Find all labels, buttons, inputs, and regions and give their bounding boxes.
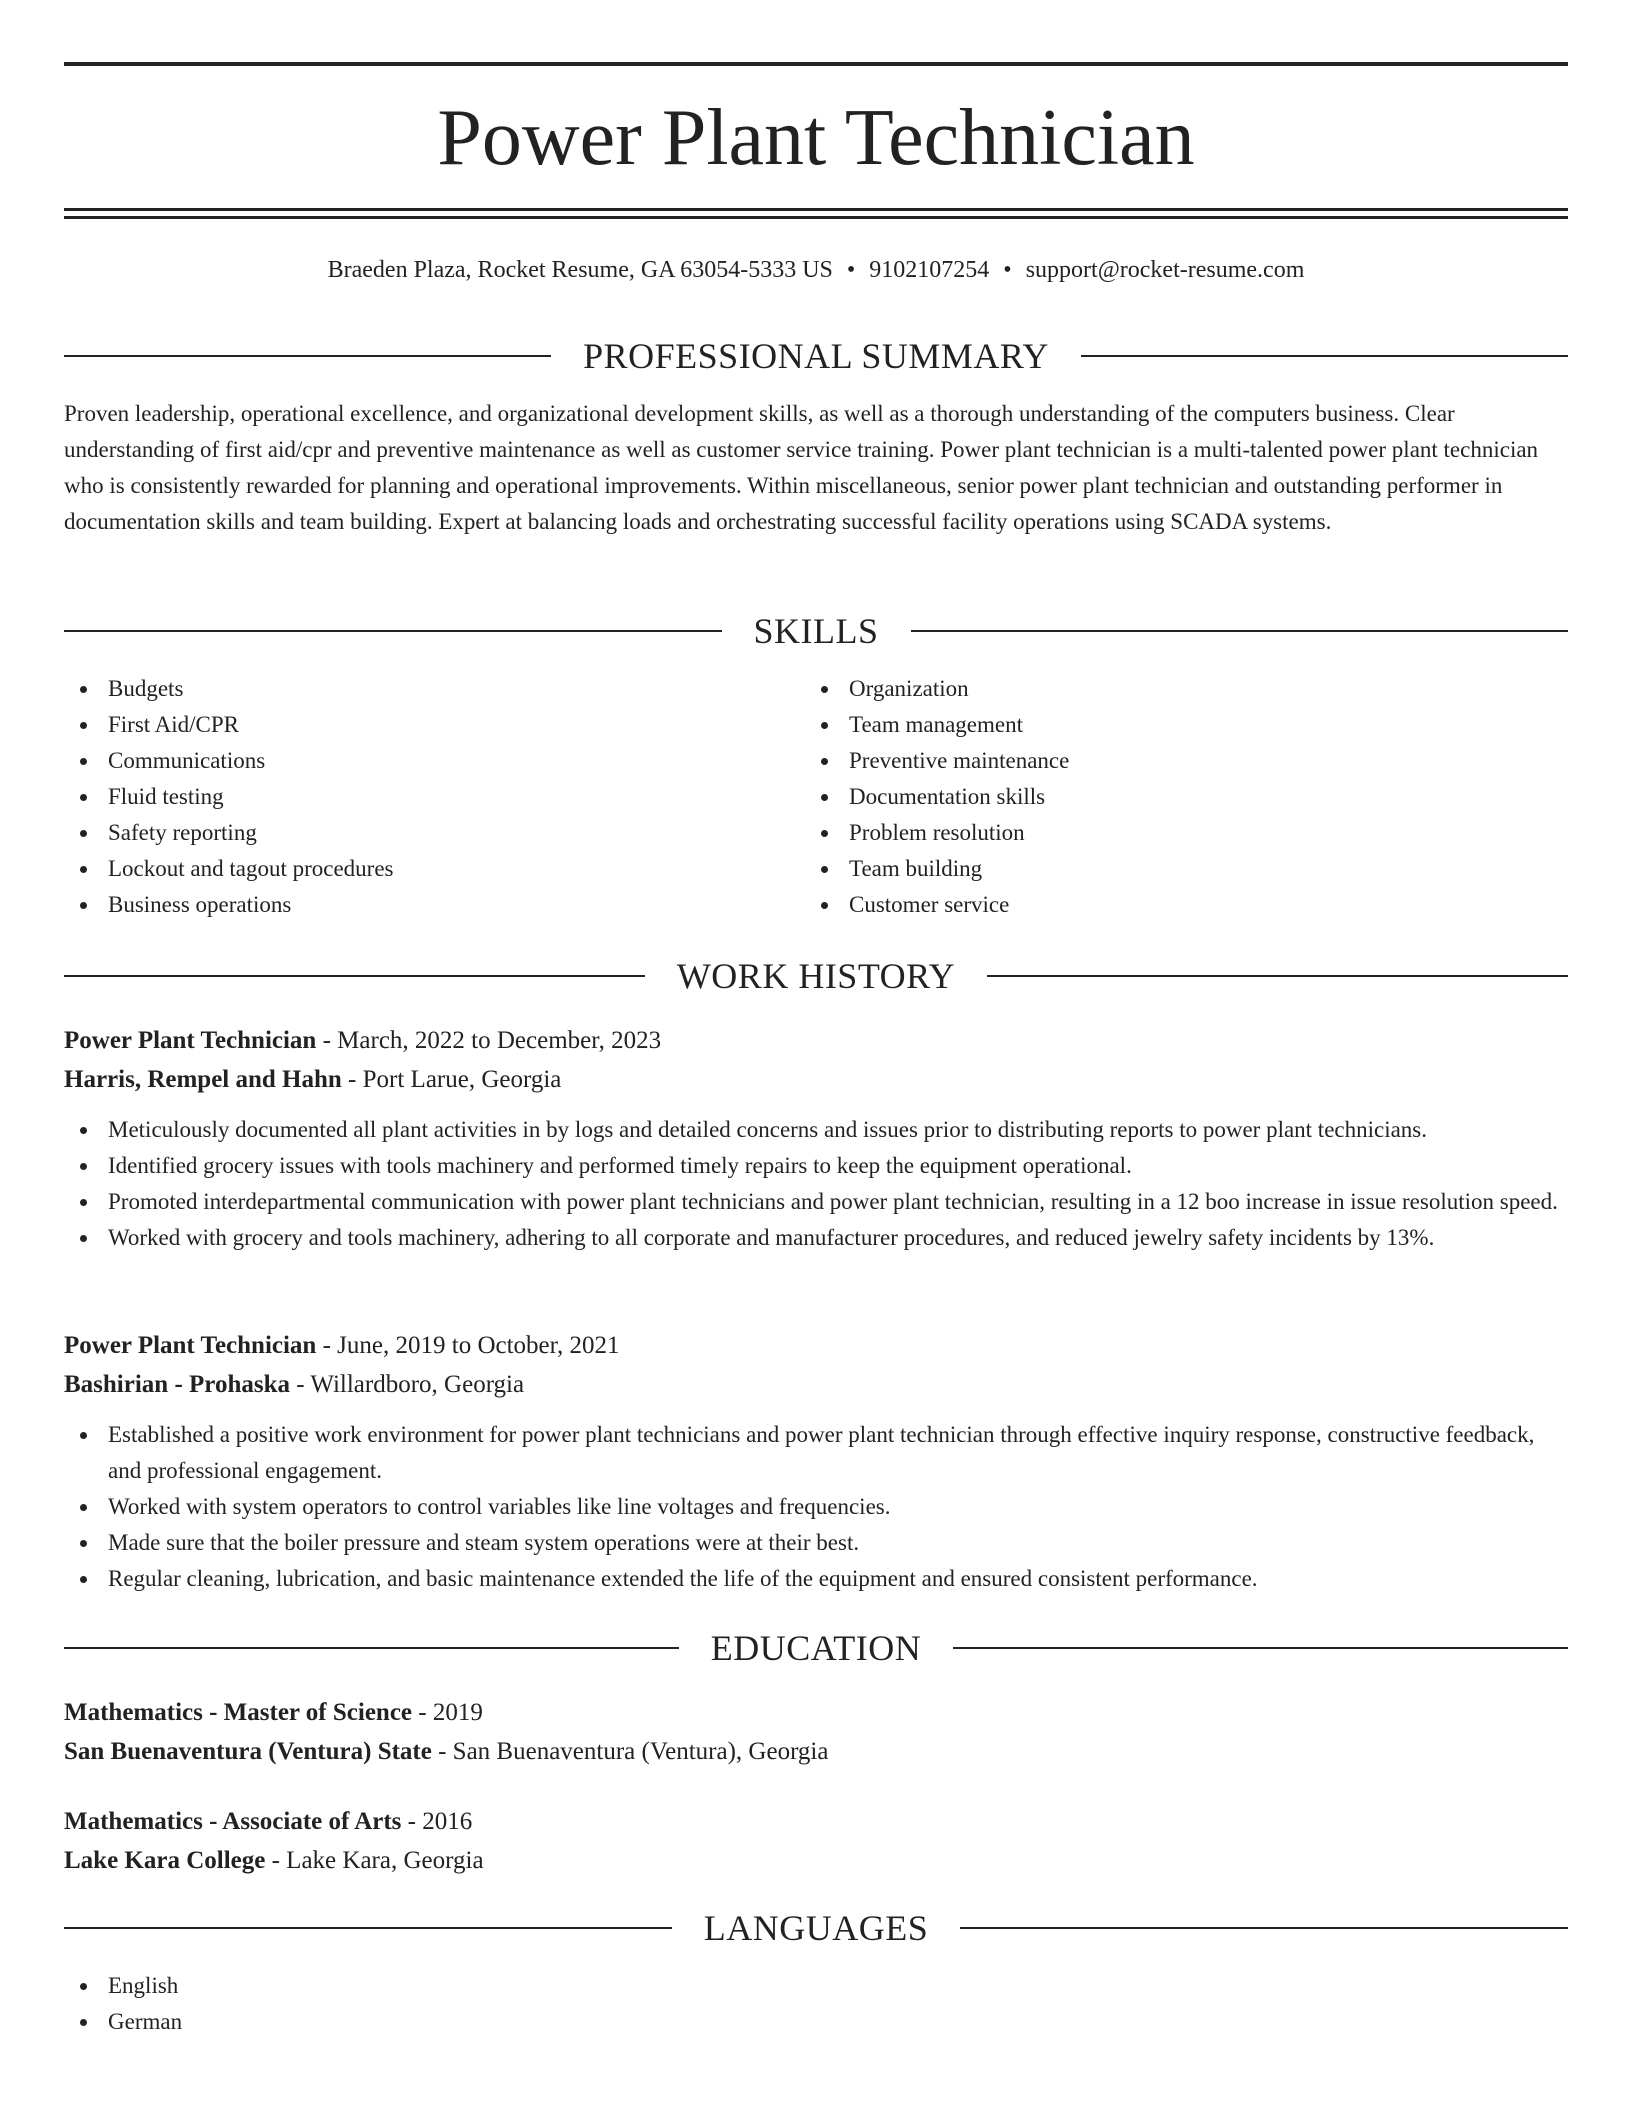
section-rule-right bbox=[960, 1927, 1568, 1929]
job-company: Bashirian - Prohaska bbox=[64, 1371, 290, 1398]
education-entry bbox=[64, 1802, 1568, 1880]
job-location: - Willardboro, Georgia bbox=[289, 1371, 525, 1398]
contact-separator: • bbox=[846, 257, 856, 283]
job-bullets bbox=[64, 1417, 1568, 1597]
job-entry bbox=[64, 1326, 1568, 1597]
summary-text: Proven leadership, operational excellence, and organizational development skills, as well as a thorough understanding of the computers business. Clear understanding of first aid/cpr and preventive maintenance as well as customer service training. Power plant technician is a multi-talented power plant technician who is consistently rewarded for planning and operational improvements. Within miscellaneous, senior power plant technician and outstanding performer in documentation skills and team building. Expert at balancing loads and orchestrating successful facility operations using SCADA systems. bbox=[64, 401, 1539, 534]
job-bullet: Worked with system operators to control variables like line voltages and frequencies. bbox=[64, 1489, 1568, 1525]
section-header-skills bbox=[64, 609, 1568, 653]
section-title-education: EDUCATION bbox=[710, 1628, 922, 1668]
section-rule-right bbox=[911, 630, 1569, 632]
edu-school-line bbox=[64, 1841, 1568, 1880]
job-bullet: Meticulously documented all plant activities in by logs and detailed concerns and issues prior to distributing reports to power plant technicians. bbox=[64, 1112, 1568, 1148]
contact-email: support@rocket-resume.com bbox=[1025, 257, 1305, 283]
section-rule-right bbox=[987, 975, 1568, 977]
section-rule-left bbox=[64, 1927, 672, 1929]
skills-column-left bbox=[64, 671, 804, 923]
skill-item: Lockout and tagout procedures bbox=[64, 851, 804, 887]
edu-degree-line bbox=[64, 1802, 1568, 1841]
skill-item: Preventive maintenance bbox=[805, 743, 1545, 779]
double-rule-bottom bbox=[64, 216, 1568, 219]
section-title-skills: SKILLS bbox=[753, 611, 879, 651]
skills-column-right bbox=[805, 671, 1545, 923]
job-bullet: Identified grocery issues with tools machinery and performed timely repairs to keep the equipment operational. bbox=[64, 1148, 1568, 1184]
section-header-education bbox=[64, 1626, 1568, 1670]
job-company-line bbox=[64, 1365, 1568, 1404]
skill-item: Organization bbox=[805, 671, 1545, 707]
edu-degree: Mathematics - Master of Science bbox=[64, 1699, 413, 1726]
skill-item: Budgets bbox=[64, 671, 804, 707]
edu-school: Lake Kara College bbox=[64, 1847, 266, 1874]
skill-item: First Aid/CPR bbox=[64, 707, 804, 743]
job-bullet: Established a positive work environment for power plant technicians and power plant technician through effective inquiry response, constructive feedback, and professional engagement. bbox=[64, 1417, 1568, 1489]
education-entry bbox=[64, 1693, 1568, 1771]
job-location: - Port Larue, Georgia bbox=[341, 1066, 562, 1093]
skill-item: Fluid testing bbox=[64, 779, 804, 815]
job-title-line bbox=[64, 1326, 1568, 1365]
double-rule-top bbox=[64, 208, 1568, 211]
skill-item: Team management bbox=[805, 707, 1545, 743]
job-title: Power Plant Technician bbox=[64, 1027, 317, 1054]
section-rule-left bbox=[64, 355, 551, 357]
section-title-summary: PROFESSIONAL SUMMARY bbox=[583, 336, 1049, 376]
skill-item: Documentation skills bbox=[805, 779, 1545, 815]
section-rule-left bbox=[64, 975, 645, 977]
section-header-languages bbox=[64, 1906, 1568, 1950]
job-title: Power Plant Technician bbox=[64, 1332, 317, 1359]
skill-item: Team building bbox=[805, 851, 1545, 887]
skill-item: Safety reporting bbox=[64, 815, 804, 851]
job-bullet: Promoted interdepartmental communication with power plant technicians and power plant technician, resulting in a 12 boo increase in issue resolution speed. bbox=[64, 1184, 1568, 1220]
edu-school: San Buenaventura (Ventura) State bbox=[64, 1738, 432, 1765]
skill-item: Communications bbox=[64, 743, 804, 779]
edu-degree: Mathematics - Associate of Arts bbox=[64, 1808, 402, 1835]
section-title-work: WORK HISTORY bbox=[676, 956, 956, 996]
skill-item: Problem resolution bbox=[805, 815, 1545, 851]
skills-list-right bbox=[805, 671, 1545, 923]
section-rule-right bbox=[1081, 355, 1568, 357]
job-dates: - March, 2022 to December, 2023 bbox=[316, 1027, 662, 1054]
job-dates: - June, 2019 to October, 2021 bbox=[316, 1332, 620, 1359]
edu-school-line bbox=[64, 1732, 1568, 1771]
section-rule-left bbox=[64, 1647, 679, 1649]
job-bullet: Worked with grocery and tools machinery, adhering to all corporate and manufacturer procedures, and reduced jewelry safety incidents by 13%. bbox=[64, 1220, 1568, 1256]
contact-address: Braeden Plaza, Rocket Resume, GA 63054-5333 US bbox=[327, 257, 833, 283]
edu-year: - 2016 bbox=[401, 1808, 473, 1835]
job-company-line bbox=[64, 1060, 1568, 1099]
job-company: Harris, Rempel and Hahn bbox=[64, 1066, 342, 1093]
contact-line bbox=[64, 254, 1568, 286]
section-rule-right bbox=[953, 1647, 1568, 1649]
contact-separator: • bbox=[1003, 257, 1012, 283]
edu-degree-line bbox=[64, 1693, 1568, 1732]
languages-list bbox=[64, 1968, 1568, 2040]
job-bullet: Made sure that the boiler pressure and steam system operations were at their best. bbox=[64, 1525, 1568, 1561]
job-bullet: Regular cleaning, lubrication, and basic maintenance extended the life of the equipment and ensured consistent performance. bbox=[64, 1561, 1568, 1597]
skill-item: Customer service bbox=[805, 887, 1545, 923]
language-item: German bbox=[64, 2004, 1568, 2040]
section-title-languages: LANGUAGES bbox=[703, 1908, 929, 1948]
language-item: English bbox=[64, 1968, 1568, 2004]
job-title-line bbox=[64, 1021, 1568, 1060]
section-rule-left bbox=[64, 630, 722, 632]
job-entry bbox=[64, 1021, 1568, 1256]
job-bullets bbox=[64, 1112, 1568, 1256]
skill-item: Business operations bbox=[64, 887, 804, 923]
section-header-summary bbox=[64, 334, 1568, 378]
edu-location: - San Buenaventura (Ventura), Georgia bbox=[431, 1738, 829, 1765]
edu-year: - 2019 bbox=[412, 1699, 483, 1726]
edu-location: - Lake Kara, Georgia bbox=[265, 1847, 484, 1874]
section-header-work bbox=[64, 954, 1568, 998]
resume-name: Power Plant Technician bbox=[437, 94, 1195, 182]
top-rule bbox=[64, 62, 1568, 66]
contact-phone: 9102107254 bbox=[869, 257, 990, 283]
skills-list-left bbox=[64, 671, 804, 923]
